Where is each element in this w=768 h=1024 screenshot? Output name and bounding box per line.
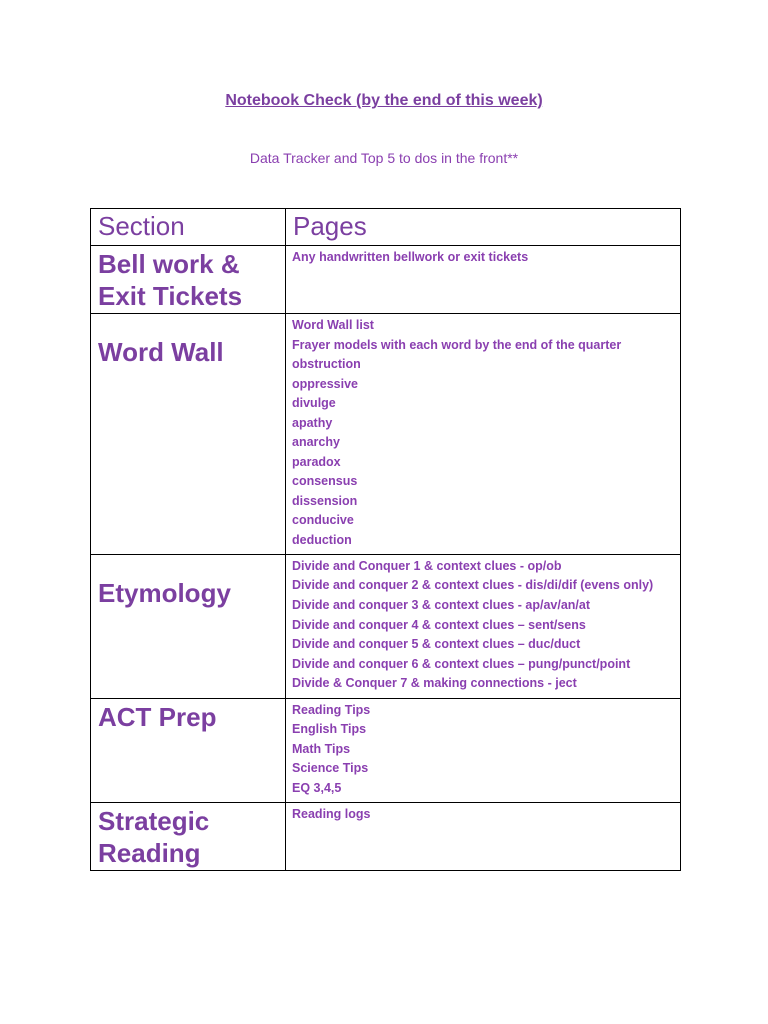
page-title: Notebook Check (by the end of this week) bbox=[225, 92, 543, 109]
page-item: Any handwritten bellwork or exit tickets bbox=[292, 250, 529, 264]
table-row bbox=[91, 698, 681, 803]
page-item: conducive bbox=[292, 513, 354, 527]
pages-cell bbox=[286, 698, 681, 803]
page-item: Science Tips bbox=[292, 761, 369, 775]
table-row bbox=[91, 803, 681, 871]
table-header-row bbox=[91, 209, 681, 246]
pages-cell bbox=[286, 803, 681, 871]
table-row bbox=[91, 314, 681, 555]
page-item: deduction bbox=[292, 532, 352, 547]
column-header-section: Section bbox=[91, 209, 286, 246]
page-item: Frayer models with each word by the end of the quarter bbox=[292, 337, 622, 352]
section-cell bbox=[91, 314, 286, 555]
notebook-check-table bbox=[90, 208, 681, 871]
page-item: Divide and conquer 6 & context clues – pung/punct/point bbox=[292, 656, 631, 671]
pages-cell bbox=[286, 314, 681, 555]
page-item: Reading Tips bbox=[292, 702, 371, 717]
page-item: Divide and conquer 3 & context clues - ap/av/an/at bbox=[292, 598, 590, 612]
page-item: divulge bbox=[292, 396, 336, 410]
column-header-pages: Pages bbox=[286, 209, 681, 246]
section-cell bbox=[91, 555, 286, 699]
page-item: Divide & Conquer 7 & making connections - ject bbox=[292, 676, 577, 690]
page-item: Divide and conquer 5 & context clues – duc/duct bbox=[292, 637, 581, 651]
pages-cell bbox=[286, 555, 681, 699]
section-cell: ACT Prep bbox=[91, 698, 286, 803]
page-item: oppressive bbox=[292, 376, 359, 391]
section-cell: Strategic Reading bbox=[91, 803, 286, 871]
pages-cell bbox=[286, 246, 681, 314]
page-subtitle: Data Tracker and Top 5 to dos in the front** bbox=[249, 150, 519, 166]
page-item: Word Wall list bbox=[292, 318, 374, 332]
page-item: apathy bbox=[292, 415, 333, 430]
page-item: dissension bbox=[292, 493, 358, 508]
page-item: Reading logs bbox=[292, 807, 371, 821]
page-item: paradox bbox=[292, 454, 341, 469]
page-item: Divide and conquer 2 & context clues - dis/di/dif (evens only) bbox=[292, 577, 654, 592]
section-label: Word Wall bbox=[98, 337, 224, 367]
table-row bbox=[91, 555, 681, 699]
section-cell: Bell work & Exit Tickets bbox=[91, 246, 286, 314]
section-label: Etymology bbox=[98, 578, 231, 608]
page-item: Divide and conquer 4 & context clues – sent/sens bbox=[292, 617, 586, 632]
page-item: EQ 3,4,5 bbox=[292, 780, 342, 795]
table-row bbox=[91, 246, 681, 314]
page-item: English Tips bbox=[292, 722, 367, 736]
page-item: anarchy bbox=[292, 435, 340, 449]
page-item: obstruction bbox=[292, 357, 361, 371]
page-item: Divide and Conquer 1 & context clues - op/ob bbox=[292, 559, 562, 573]
page-item: consensus bbox=[292, 474, 358, 488]
page-item: Math Tips bbox=[292, 741, 351, 756]
